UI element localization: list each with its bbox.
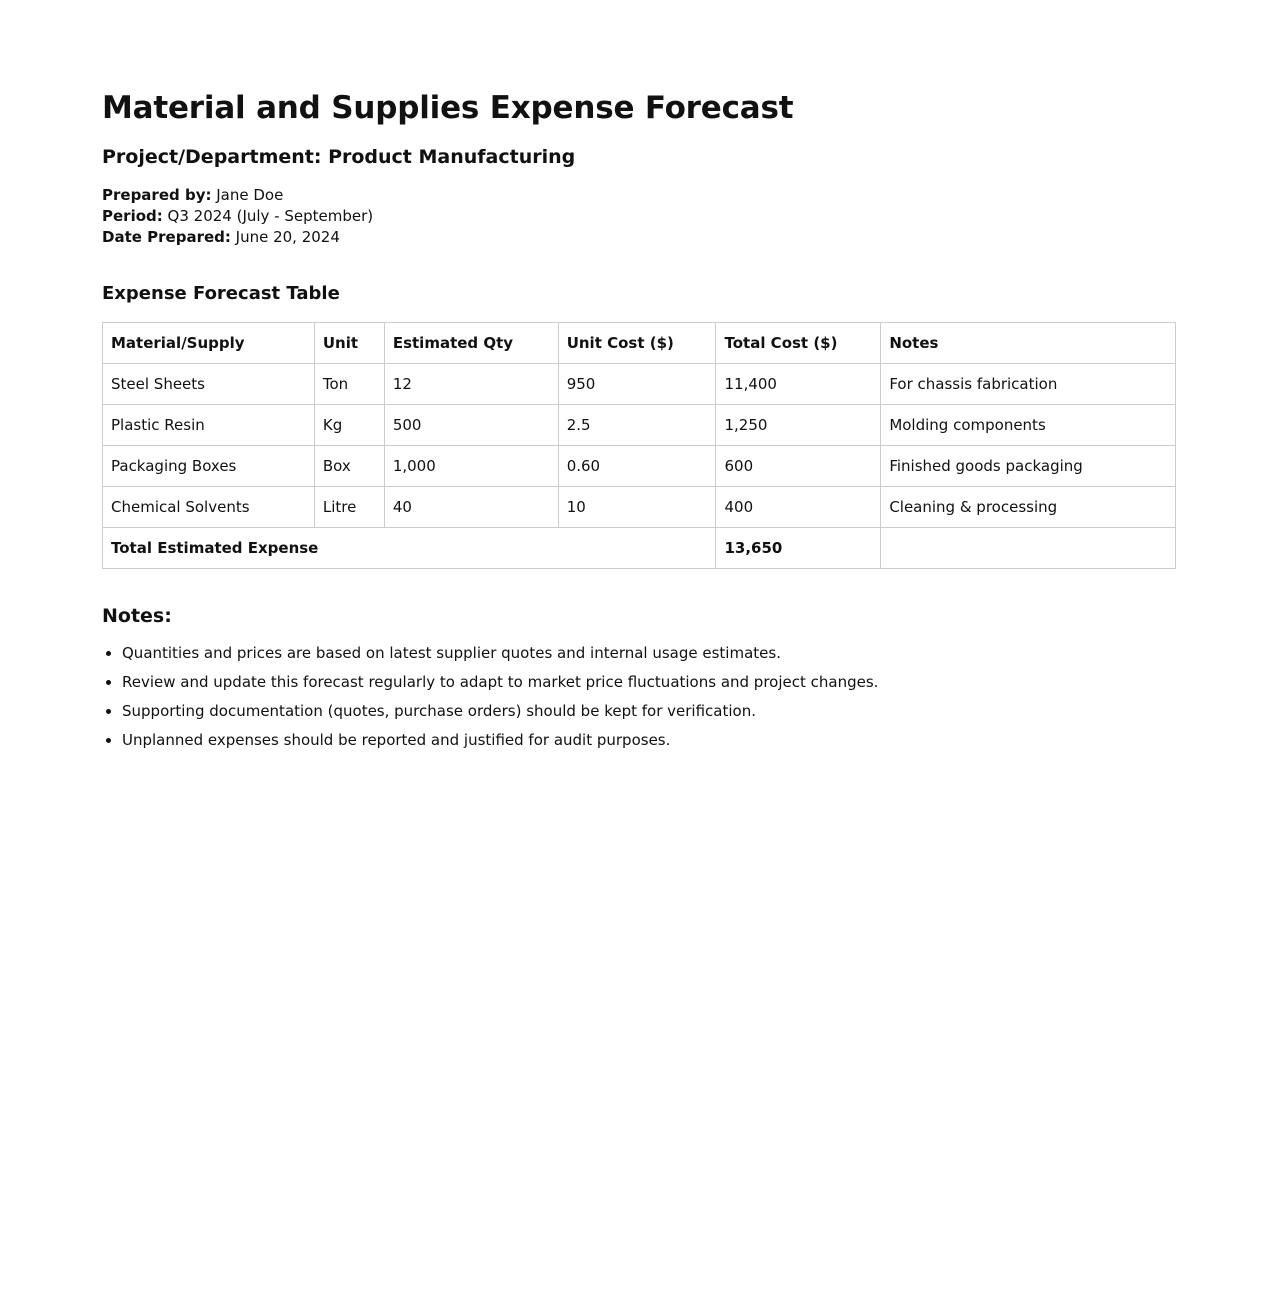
cell-material: Packaging Boxes: [103, 446, 315, 487]
list-item: • Unplanned expenses should be reported and justified for audit purposes.: [122, 730, 1176, 751]
cell-estimated-qty: 500: [384, 405, 558, 446]
list-item: • Review and update this forecast regularly to adapt to market price fluctuations and project changes.: [122, 672, 1176, 693]
cell-notes: Molding components: [881, 405, 1176, 446]
cell-material: Steel Sheets: [103, 364, 315, 405]
cell-unit: Kg: [314, 405, 384, 446]
page-title: Material and Supplies Expense Forecast: [102, 90, 794, 126]
cell-total-cost: 1,250: [716, 405, 881, 446]
date-prepared-label: Date Prepared:: [102, 228, 231, 246]
column-header-unit-cost: Unit Cost ($): [558, 323, 716, 364]
cell-material: Chemical Solvents: [103, 487, 315, 528]
notes-list: [102, 643, 1176, 751]
prepared-by-label: Prepared by:: [102, 186, 212, 204]
cell-notes: For chassis fabrication: [881, 364, 1176, 405]
total-label: Total Estimated Expense: [103, 528, 716, 569]
list-item: • Quantities and prices are based on latest supplier quotes and internal usage estimates.: [122, 643, 1176, 664]
column-header-unit: Unit: [314, 323, 384, 364]
project-department-subtitle: Project/Department: Product Manufacturing: [102, 146, 576, 168]
cell-unit-cost: 2.5: [558, 405, 716, 446]
cell-estimated-qty: 12: [384, 364, 558, 405]
cell-unit-cost: 0.60: [558, 446, 716, 487]
cell-unit: Ton: [314, 364, 384, 405]
list-item: • Supporting documentation (quotes, purchase orders) should be kept for verification.: [122, 701, 1176, 722]
period-row: [102, 206, 1176, 227]
prepared-by-row: [102, 185, 1176, 206]
cell-total-cost: 400: [716, 487, 881, 528]
cell-unit-cost: 950: [558, 364, 716, 405]
table-row: [103, 364, 1176, 405]
cell-total-cost: 600: [716, 446, 881, 487]
document-meta: [102, 185, 1176, 248]
cell-unit-cost: 10: [558, 487, 716, 528]
column-header-total-cost: Total Cost ($): [716, 323, 881, 364]
column-header-notes: Notes: [881, 323, 1176, 364]
table-header-row: [103, 323, 1176, 364]
cell-notes: Cleaning & processing: [881, 487, 1176, 528]
total-row: [103, 528, 1176, 569]
table-row: [103, 405, 1176, 446]
table-row: [103, 446, 1176, 487]
cell-estimated-qty: 1,000: [384, 446, 558, 487]
date-prepared-value: June 20, 2024: [235, 228, 340, 246]
cell-estimated-qty: 40: [384, 487, 558, 528]
cell-unit: Litre: [314, 487, 384, 528]
total-notes: [881, 528, 1176, 569]
column-header-estimated-qty: Estimated Qty: [384, 323, 558, 364]
column-header-material: Material/Supply: [103, 323, 315, 364]
table-title: Expense Forecast Table: [102, 283, 340, 304]
cell-material: Plastic Resin: [103, 405, 315, 446]
date-prepared-row: [102, 227, 1176, 248]
cell-total-cost: 11,400: [716, 364, 881, 405]
period-label: Period:: [102, 207, 163, 225]
table-row: [103, 487, 1176, 528]
total-value: 13,650: [716, 528, 881, 569]
cell-unit: Box: [314, 446, 384, 487]
cell-notes: Finished goods packaging: [881, 446, 1176, 487]
expense-forecast-table: [102, 322, 1176, 569]
prepared-by-value: Jane Doe: [216, 186, 284, 204]
notes-title: Notes:: [102, 605, 172, 627]
period-value: Q3 2024 (July - September): [167, 207, 374, 225]
